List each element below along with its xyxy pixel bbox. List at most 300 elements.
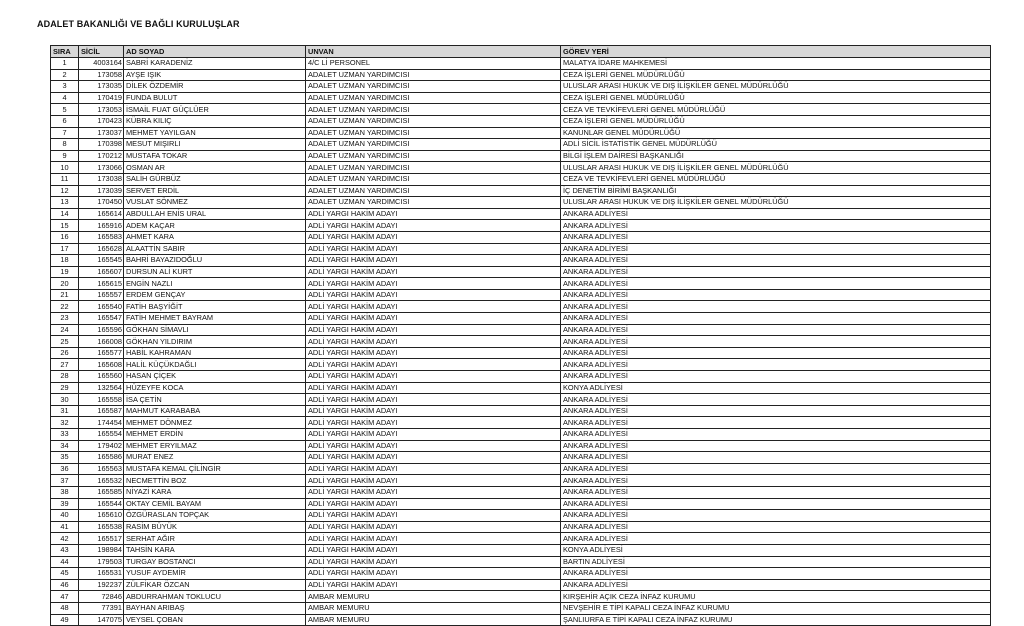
- table-row: [51, 556, 991, 568]
- row-sicil: 192237: [79, 579, 124, 591]
- row-ad-soyad: OSMAN AR: [124, 162, 306, 174]
- row-unvan: ADLİ YARGI HAKİM ADAYI: [306, 394, 561, 406]
- header-sira: SIRA: [51, 46, 79, 58]
- row-ad-soyad: VEYSEL ÇOBAN: [124, 614, 306, 626]
- row-gorev-yeri: CEZA VE TEVKİFEVLERİ GENEL MÜDÜRLÜĞÜ: [561, 173, 991, 185]
- row-ad-soyad: AYŞE IŞIK: [124, 69, 306, 81]
- row-unvan: ADLİ YARGI HAKİM ADAYI: [306, 568, 561, 580]
- row-sicil: 170212: [79, 150, 124, 162]
- document-title: ADALET BAKANLIĞI VE BAĞLI KURULUŞLAR: [37, 19, 240, 29]
- table-row: [51, 533, 991, 545]
- row-sira: 39: [51, 498, 79, 510]
- row-gorev-yeri: ANKARA ADLİYESİ: [561, 498, 991, 510]
- table-row: [51, 405, 991, 417]
- row-ad-soyad: HÜZEYFE KOCA: [124, 382, 306, 394]
- row-sicil: 165628: [79, 243, 124, 255]
- row-sicil: 173035: [79, 81, 124, 93]
- row-sira: 27: [51, 359, 79, 371]
- table-row: [51, 150, 991, 162]
- row-gorev-yeri: ANKARA ADLİYESİ: [561, 289, 991, 301]
- row-unvan: AMBAR MEMURU: [306, 614, 561, 626]
- row-gorev-yeri: ANKARA ADLİYESİ: [561, 255, 991, 267]
- row-sira: 36: [51, 463, 79, 475]
- table-row: [51, 579, 991, 591]
- table-row: [51, 313, 991, 325]
- row-ad-soyad: MURAT ENEZ: [124, 452, 306, 464]
- table-row: [51, 104, 991, 116]
- row-sira: 34: [51, 440, 79, 452]
- row-unvan: ADLİ YARGI HAKİM ADAYI: [306, 452, 561, 464]
- table-row: [51, 81, 991, 93]
- row-sicil: 165577: [79, 347, 124, 359]
- row-gorev-yeri: CEZA İŞLERİ GENEL MÜDÜRLÜĞÜ: [561, 115, 991, 127]
- row-sira: 45: [51, 568, 79, 580]
- row-unvan: ADLİ YARGI HAKİM ADAYI: [306, 510, 561, 522]
- row-sicil: 165560: [79, 371, 124, 383]
- row-sicil: 165586: [79, 452, 124, 464]
- row-sicil: 170450: [79, 197, 124, 209]
- row-gorev-yeri: CEZA İŞLERİ GENEL MÜDÜRLÜĞÜ: [561, 69, 991, 81]
- row-gorev-yeri: ANKARA ADLİYESİ: [561, 486, 991, 498]
- row-unvan: ADLİ YARGI HAKİM ADAYI: [306, 417, 561, 429]
- table-row: [51, 115, 991, 127]
- row-gorev-yeri: KONYA ADLİYESİ: [561, 544, 991, 556]
- row-sicil: 165614: [79, 208, 124, 220]
- row-ad-soyad: MUSTAFA TOKAR: [124, 150, 306, 162]
- row-unvan: ADLİ YARGI HAKİM ADAYI: [306, 486, 561, 498]
- row-unvan: ADLİ YARGI HAKİM ADAYI: [306, 313, 561, 325]
- row-sira: 30: [51, 394, 79, 406]
- row-unvan: ADLİ YARGI HAKİM ADAYI: [306, 359, 561, 371]
- row-sira: 26: [51, 347, 79, 359]
- row-gorev-yeri: MALATYA İDARE MAHKEMESİ: [561, 58, 991, 70]
- row-unvan: ADLİ YARGI HAKİM ADAYI: [306, 301, 561, 313]
- row-ad-soyad: ERDEM GENÇAY: [124, 289, 306, 301]
- row-sira: 9: [51, 150, 79, 162]
- row-sira: 11: [51, 173, 79, 185]
- row-ad-soyad: FUNDA BULUT: [124, 92, 306, 104]
- row-ad-soyad: GÖKHAN SİMAVLI: [124, 324, 306, 336]
- row-gorev-yeri: BİLGİ İŞLEM DAİRESİ BAŞKANLIĞI: [561, 150, 991, 162]
- row-gorev-yeri: ANKARA ADLİYESİ: [561, 394, 991, 406]
- row-sicil: 147075: [79, 614, 124, 626]
- row-sicil: 179402: [79, 440, 124, 452]
- table-row: [51, 220, 991, 232]
- row-sira: 22: [51, 301, 79, 313]
- row-ad-soyad: MEHMET ERDİN: [124, 429, 306, 441]
- row-sicil: 165544: [79, 498, 124, 510]
- table-row: [51, 440, 991, 452]
- header-ad-soyad: AD SOYAD: [124, 46, 306, 58]
- table-row: [51, 243, 991, 255]
- row-ad-soyad: ENGİN NAZLI: [124, 278, 306, 290]
- row-gorev-yeri: ANKARA ADLİYESİ: [561, 475, 991, 487]
- row-sicil: 173039: [79, 185, 124, 197]
- table-body: [51, 58, 991, 626]
- row-unvan: ADALET UZMAN YARDIMCISI: [306, 150, 561, 162]
- personnel-table-container: [50, 45, 990, 626]
- row-sicil: 165517: [79, 533, 124, 545]
- table-row: [51, 173, 991, 185]
- row-ad-soyad: ÖZGÜRASLAN TOPÇAK: [124, 510, 306, 522]
- row-sira: 5: [51, 104, 79, 116]
- row-unvan: ADALET UZMAN YARDIMCISI: [306, 92, 561, 104]
- row-ad-soyad: TURGAY BOSTANCI: [124, 556, 306, 568]
- row-gorev-yeri: ANKARA ADLİYESİ: [561, 301, 991, 313]
- row-gorev-yeri: ŞANLIURFA E TİPİ KAPALI CEZA İNFAZ KURUMU: [561, 614, 991, 626]
- row-sira: 25: [51, 336, 79, 348]
- row-gorev-yeri: ANKARA ADLİYESİ: [561, 359, 991, 371]
- row-sicil: 166008: [79, 336, 124, 348]
- table-row: [51, 278, 991, 290]
- row-ad-soyad: SALİH GÜRBÜZ: [124, 173, 306, 185]
- table-row: [51, 347, 991, 359]
- table-row: [51, 92, 991, 104]
- row-sira: 43: [51, 544, 79, 556]
- row-sira: 32: [51, 417, 79, 429]
- row-ad-soyad: FATİH MEHMET BAYRAM: [124, 313, 306, 325]
- row-sira: 33: [51, 429, 79, 441]
- row-sicil: 173053: [79, 104, 124, 116]
- header-unvan: UNVAN: [306, 46, 561, 58]
- row-unvan: ADLİ YARGI HAKİM ADAYI: [306, 371, 561, 383]
- row-unvan: ADLİ YARGI HAKİM ADAYI: [306, 266, 561, 278]
- row-sira: 41: [51, 521, 79, 533]
- row-unvan: ADALET UZMAN YARDIMCISI: [306, 115, 561, 127]
- row-sira: 15: [51, 220, 79, 232]
- table-row: [51, 568, 991, 580]
- row-gorev-yeri: ANKARA ADLİYESİ: [561, 266, 991, 278]
- row-ad-soyad: KÜBRA KILIÇ: [124, 115, 306, 127]
- row-ad-soyad: DİLEK ÖZDEMİR: [124, 81, 306, 93]
- row-gorev-yeri: ANKARA ADLİYESİ: [561, 231, 991, 243]
- row-gorev-yeri: ANKARA ADLİYESİ: [561, 440, 991, 452]
- row-unvan: ADALET UZMAN YARDIMCISI: [306, 139, 561, 151]
- row-ad-soyad: DURSUN ALİ KURT: [124, 266, 306, 278]
- row-sicil: 198984: [79, 544, 124, 556]
- personnel-table: [50, 45, 991, 626]
- table-row: [51, 231, 991, 243]
- row-sicil: 165540: [79, 301, 124, 313]
- row-sira: 24: [51, 324, 79, 336]
- row-unvan: ADLİ YARGI HAKİM ADAYI: [306, 475, 561, 487]
- table-row: [51, 162, 991, 174]
- row-ad-soyad: SABRİ KARADENİZ: [124, 58, 306, 70]
- row-gorev-yeri: ANKARA ADLİYESİ: [561, 568, 991, 580]
- table-row: [51, 417, 991, 429]
- row-sira: 8: [51, 139, 79, 151]
- row-sira: 44: [51, 556, 79, 568]
- row-unvan: ADALET UZMAN YARDIMCISI: [306, 173, 561, 185]
- row-ad-soyad: ADEM KAÇAR: [124, 220, 306, 232]
- row-sicil: 170419: [79, 92, 124, 104]
- row-sira: 7: [51, 127, 79, 139]
- row-sicil: 165554: [79, 429, 124, 441]
- row-sira: 49: [51, 614, 79, 626]
- table-row: [51, 463, 991, 475]
- row-gorev-yeri: ANKARA ADLİYESİ: [561, 510, 991, 522]
- row-ad-soyad: İSMAİL FUAT GÜÇLÜER: [124, 104, 306, 116]
- row-sicil: 165610: [79, 510, 124, 522]
- row-unvan: ADLİ YARGI HAKİM ADAYI: [306, 579, 561, 591]
- row-sicil: 165608: [79, 359, 124, 371]
- row-ad-soyad: HASAN ÇİÇEK: [124, 371, 306, 383]
- row-unvan: ADLİ YARGI HAKİM ADAYI: [306, 208, 561, 220]
- row-unvan: ADALET UZMAN YARDIMCISI: [306, 81, 561, 93]
- row-sicil: 165916: [79, 220, 124, 232]
- row-gorev-yeri: ULUSLAR ARASI HUKUK VE DIŞ İLİŞKİLER GENEL MÜDÜRLÜĞÜ: [561, 162, 991, 174]
- row-gorev-yeri: ANKARA ADLİYESİ: [561, 521, 991, 533]
- table-row: [51, 602, 991, 614]
- row-ad-soyad: YUSUF AYDEMİR: [124, 568, 306, 580]
- row-sira: 48: [51, 602, 79, 614]
- row-gorev-yeri: ANKARA ADLİYESİ: [561, 533, 991, 545]
- header-row: [51, 46, 991, 58]
- row-unvan: ADLİ YARGI HAKİM ADAYI: [306, 556, 561, 568]
- row-unvan: ADLİ YARGI HAKİM ADAYI: [306, 231, 561, 243]
- row-sicil: 4003164: [79, 58, 124, 70]
- row-sira: 14: [51, 208, 79, 220]
- row-sira: 47: [51, 591, 79, 603]
- row-gorev-yeri: KIRŞEHİR AÇIK CEZA İNFAZ KURUMU: [561, 591, 991, 603]
- row-gorev-yeri: ANKARA ADLİYESİ: [561, 579, 991, 591]
- row-sicil: 165615: [79, 278, 124, 290]
- row-sicil: 72846: [79, 591, 124, 603]
- row-sira: 6: [51, 115, 79, 127]
- row-sira: 2: [51, 69, 79, 81]
- row-sicil: 165585: [79, 486, 124, 498]
- row-gorev-yeri: ANKARA ADLİYESİ: [561, 463, 991, 475]
- row-sicil: 165532: [79, 475, 124, 487]
- row-sicil: 165531: [79, 568, 124, 580]
- row-sira: 10: [51, 162, 79, 174]
- table-row: [51, 289, 991, 301]
- row-unvan: AMBAR MEMURU: [306, 602, 561, 614]
- row-sicil: 170398: [79, 139, 124, 151]
- row-sicil: 179503: [79, 556, 124, 568]
- row-unvan: ADLİ YARGI HAKİM ADAYI: [306, 463, 561, 475]
- row-unvan: ADALET UZMAN YARDIMCISI: [306, 69, 561, 81]
- header-sicil: SİCİL: [79, 46, 124, 58]
- table-row: [51, 394, 991, 406]
- row-ad-soyad: MAHMUT KARABABA: [124, 405, 306, 417]
- row-sicil: 165557: [79, 289, 124, 301]
- row-sicil: 165538: [79, 521, 124, 533]
- table-row: [51, 324, 991, 336]
- row-unvan: ADLİ YARGI HAKİM ADAYI: [306, 220, 561, 232]
- row-unvan: ADLİ YARGI HAKİM ADAYI: [306, 544, 561, 556]
- row-sira: 1: [51, 58, 79, 70]
- row-ad-soyad: SERHAT AĞIR: [124, 533, 306, 545]
- row-ad-soyad: HABİL KAHRAMAN: [124, 347, 306, 359]
- row-sicil: 174454: [79, 417, 124, 429]
- row-gorev-yeri: ULUSLAR ARASI HUKUK VE DIŞ İLİŞKİLER GENEL MÜDÜRLÜĞÜ: [561, 81, 991, 93]
- row-gorev-yeri: ANKARA ADLİYESİ: [561, 371, 991, 383]
- row-ad-soyad: MUSTAFA KEMAL ÇİLİNGİR: [124, 463, 306, 475]
- row-sira: 20: [51, 278, 79, 290]
- row-gorev-yeri: ANKARA ADLİYESİ: [561, 429, 991, 441]
- row-sicil: 173066: [79, 162, 124, 174]
- table-row: [51, 452, 991, 464]
- row-gorev-yeri: ANKARA ADLİYESİ: [561, 417, 991, 429]
- row-sira: 40: [51, 510, 79, 522]
- table-row: [51, 371, 991, 383]
- row-sicil: 173058: [79, 69, 124, 81]
- row-unvan: ADALET UZMAN YARDIMCISI: [306, 127, 561, 139]
- row-ad-soyad: HALİL KÜÇÜKDAĞLI: [124, 359, 306, 371]
- row-gorev-yeri: ANKARA ADLİYESİ: [561, 278, 991, 290]
- row-ad-soyad: AHMET KARA: [124, 231, 306, 243]
- row-unvan: ADALET UZMAN YARDIMCISI: [306, 185, 561, 197]
- row-gorev-yeri: NEVŞEHİR E TİPİ KAPALI CEZA İNFAZ KURUMU: [561, 602, 991, 614]
- row-sira: 16: [51, 231, 79, 243]
- row-unvan: ADLİ YARGI HAKİM ADAYI: [306, 533, 561, 545]
- row-unvan: ADLİ YARGI HAKİM ADAYI: [306, 440, 561, 452]
- row-sicil: 165558: [79, 394, 124, 406]
- row-sicil: 165547: [79, 313, 124, 325]
- row-unvan: ADLİ YARGI HAKİM ADAYI: [306, 405, 561, 417]
- row-unvan: ADLİ YARGI HAKİM ADAYI: [306, 521, 561, 533]
- row-gorev-yeri: ANKARA ADLİYESİ: [561, 313, 991, 325]
- row-ad-soyad: FATİH BAŞYİĞİT: [124, 301, 306, 313]
- row-unvan: ADLİ YARGI HAKİM ADAYI: [306, 255, 561, 267]
- table-row: [51, 486, 991, 498]
- table-row: [51, 591, 991, 603]
- row-gorev-yeri: ANKARA ADLİYESİ: [561, 347, 991, 359]
- table-row: [51, 521, 991, 533]
- row-ad-soyad: BAYHAN ARIBAŞ: [124, 602, 306, 614]
- row-sicil: 170423: [79, 115, 124, 127]
- table-row: [51, 69, 991, 81]
- row-gorev-yeri: ANKARA ADLİYESİ: [561, 336, 991, 348]
- table-row: [51, 139, 991, 151]
- table-row: [51, 544, 991, 556]
- row-gorev-yeri: ANKARA ADLİYESİ: [561, 243, 991, 255]
- row-ad-soyad: BAHRİ BAYAZIDOĞLU: [124, 255, 306, 267]
- row-ad-soyad: SERVET ERDİL: [124, 185, 306, 197]
- row-unvan: ADLİ YARGI HAKİM ADAYI: [306, 278, 561, 290]
- table-row: [51, 382, 991, 394]
- row-sira: 4: [51, 92, 79, 104]
- row-sira: 46: [51, 579, 79, 591]
- row-gorev-yeri: CEZA İŞLERİ GENEL MÜDÜRLÜĞÜ: [561, 92, 991, 104]
- row-ad-soyad: NECMETTİN BOZ: [124, 475, 306, 487]
- row-ad-soyad: MESUT MIŞIRLI: [124, 139, 306, 151]
- row-sira: 37: [51, 475, 79, 487]
- table-row: [51, 197, 991, 209]
- table-row: [51, 185, 991, 197]
- table-row: [51, 336, 991, 348]
- row-sira: 29: [51, 382, 79, 394]
- row-ad-soyad: ABDULLAH ENİS URAL: [124, 208, 306, 220]
- row-sira: 21: [51, 289, 79, 301]
- row-sira: 13: [51, 197, 79, 209]
- row-unvan: ADLİ YARGI HAKİM ADAYI: [306, 243, 561, 255]
- table-row: [51, 266, 991, 278]
- row-sicil: 173038: [79, 173, 124, 185]
- table-row: [51, 510, 991, 522]
- row-sira: 17: [51, 243, 79, 255]
- row-gorev-yeri: KONYA ADLİYESİ: [561, 382, 991, 394]
- row-ad-soyad: RASİM BÜYÜK: [124, 521, 306, 533]
- row-gorev-yeri: CEZA VE TEVKİFEVLERİ GENEL MÜDÜRLÜĞÜ: [561, 104, 991, 116]
- row-sicil: 77391: [79, 602, 124, 614]
- row-sira: 35: [51, 452, 79, 464]
- table-row: [51, 429, 991, 441]
- row-sicil: 165607: [79, 266, 124, 278]
- row-gorev-yeri: ANKARA ADLİYESİ: [561, 220, 991, 232]
- table-row: [51, 58, 991, 70]
- row-sira: 31: [51, 405, 79, 417]
- row-sira: 18: [51, 255, 79, 267]
- row-ad-soyad: MEHMET YAYILGAN: [124, 127, 306, 139]
- table-row: [51, 208, 991, 220]
- row-gorev-yeri: ANKARA ADLİYESİ: [561, 452, 991, 464]
- row-ad-soyad: İSA ÇETİN: [124, 394, 306, 406]
- row-sicil: 165587: [79, 405, 124, 417]
- row-unvan: ADLİ YARGI HAKİM ADAYI: [306, 429, 561, 441]
- row-ad-soyad: MEHMET ERYILMAZ: [124, 440, 306, 452]
- row-gorev-yeri: ANKARA ADLİYESİ: [561, 324, 991, 336]
- row-sira: 23: [51, 313, 79, 325]
- table-row: [51, 498, 991, 510]
- row-sira: 19: [51, 266, 79, 278]
- row-unvan: ADLİ YARGI HAKİM ADAYI: [306, 498, 561, 510]
- row-gorev-yeri: BARTIN ADLİYESİ: [561, 556, 991, 568]
- row-ad-soyad: NİYAZİ KARA: [124, 486, 306, 498]
- row-ad-soyad: MEHMET DÖNMEZ: [124, 417, 306, 429]
- row-unvan: 4/C Lİ PERSONEL: [306, 58, 561, 70]
- row-sira: 38: [51, 486, 79, 498]
- row-unvan: ADALET UZMAN YARDIMCISI: [306, 162, 561, 174]
- row-gorev-yeri: İÇ DENETİM BİRİMİ BAŞKANLIĞI: [561, 185, 991, 197]
- row-sicil: 173037: [79, 127, 124, 139]
- table-row: [51, 255, 991, 267]
- row-gorev-yeri: ADLİ SİCİL İSTATİSTİK GENEL MÜDÜRLÜĞÜ: [561, 139, 991, 151]
- row-gorev-yeri: ANKARA ADLİYESİ: [561, 208, 991, 220]
- row-unvan: ADLİ YARGI HAKİM ADAYI: [306, 382, 561, 394]
- row-ad-soyad: VUSLAT SÖNMEZ: [124, 197, 306, 209]
- row-gorev-yeri: KANUNLAR GENEL MÜDÜRLÜĞÜ: [561, 127, 991, 139]
- row-unvan: ADLİ YARGI HAKİM ADAYI: [306, 347, 561, 359]
- row-ad-soyad: GÖKHAN YILDIRIM: [124, 336, 306, 348]
- table-row: [51, 127, 991, 139]
- row-sicil: 165545: [79, 255, 124, 267]
- table-row: [51, 301, 991, 313]
- row-sicil: 132564: [79, 382, 124, 394]
- row-unvan: ADALET UZMAN YARDIMCISI: [306, 104, 561, 116]
- row-sira: 12: [51, 185, 79, 197]
- row-unvan: ADLİ YARGI HAKİM ADAYI: [306, 324, 561, 336]
- row-sicil: 165563: [79, 463, 124, 475]
- row-unvan: ADLİ YARGI HAKİM ADAYI: [306, 336, 561, 348]
- row-ad-soyad: OKTAY CEMİL BAYAM: [124, 498, 306, 510]
- row-gorev-yeri: ULUSLAR ARASI HUKUK VE DIŞ İLİŞKİLER GENEL MÜDÜRLÜĞÜ: [561, 197, 991, 209]
- row-sira: 28: [51, 371, 79, 383]
- row-sicil: 165596: [79, 324, 124, 336]
- row-ad-soyad: TAHSİN KARA: [124, 544, 306, 556]
- table-row: [51, 475, 991, 487]
- header-gorev-yeri: GÖREV YERİ: [561, 46, 991, 58]
- row-ad-soyad: ALAATTİN SABIR: [124, 243, 306, 255]
- table-row: [51, 614, 991, 626]
- row-unvan: AMBAR MEMURU: [306, 591, 561, 603]
- row-unvan: ADALET UZMAN YARDIMCISI: [306, 197, 561, 209]
- row-ad-soyad: ABDURRAHMAN TOKLUCU: [124, 591, 306, 603]
- table-header: [51, 46, 991, 58]
- table-row: [51, 359, 991, 371]
- row-unvan: ADLİ YARGI HAKİM ADAYI: [306, 289, 561, 301]
